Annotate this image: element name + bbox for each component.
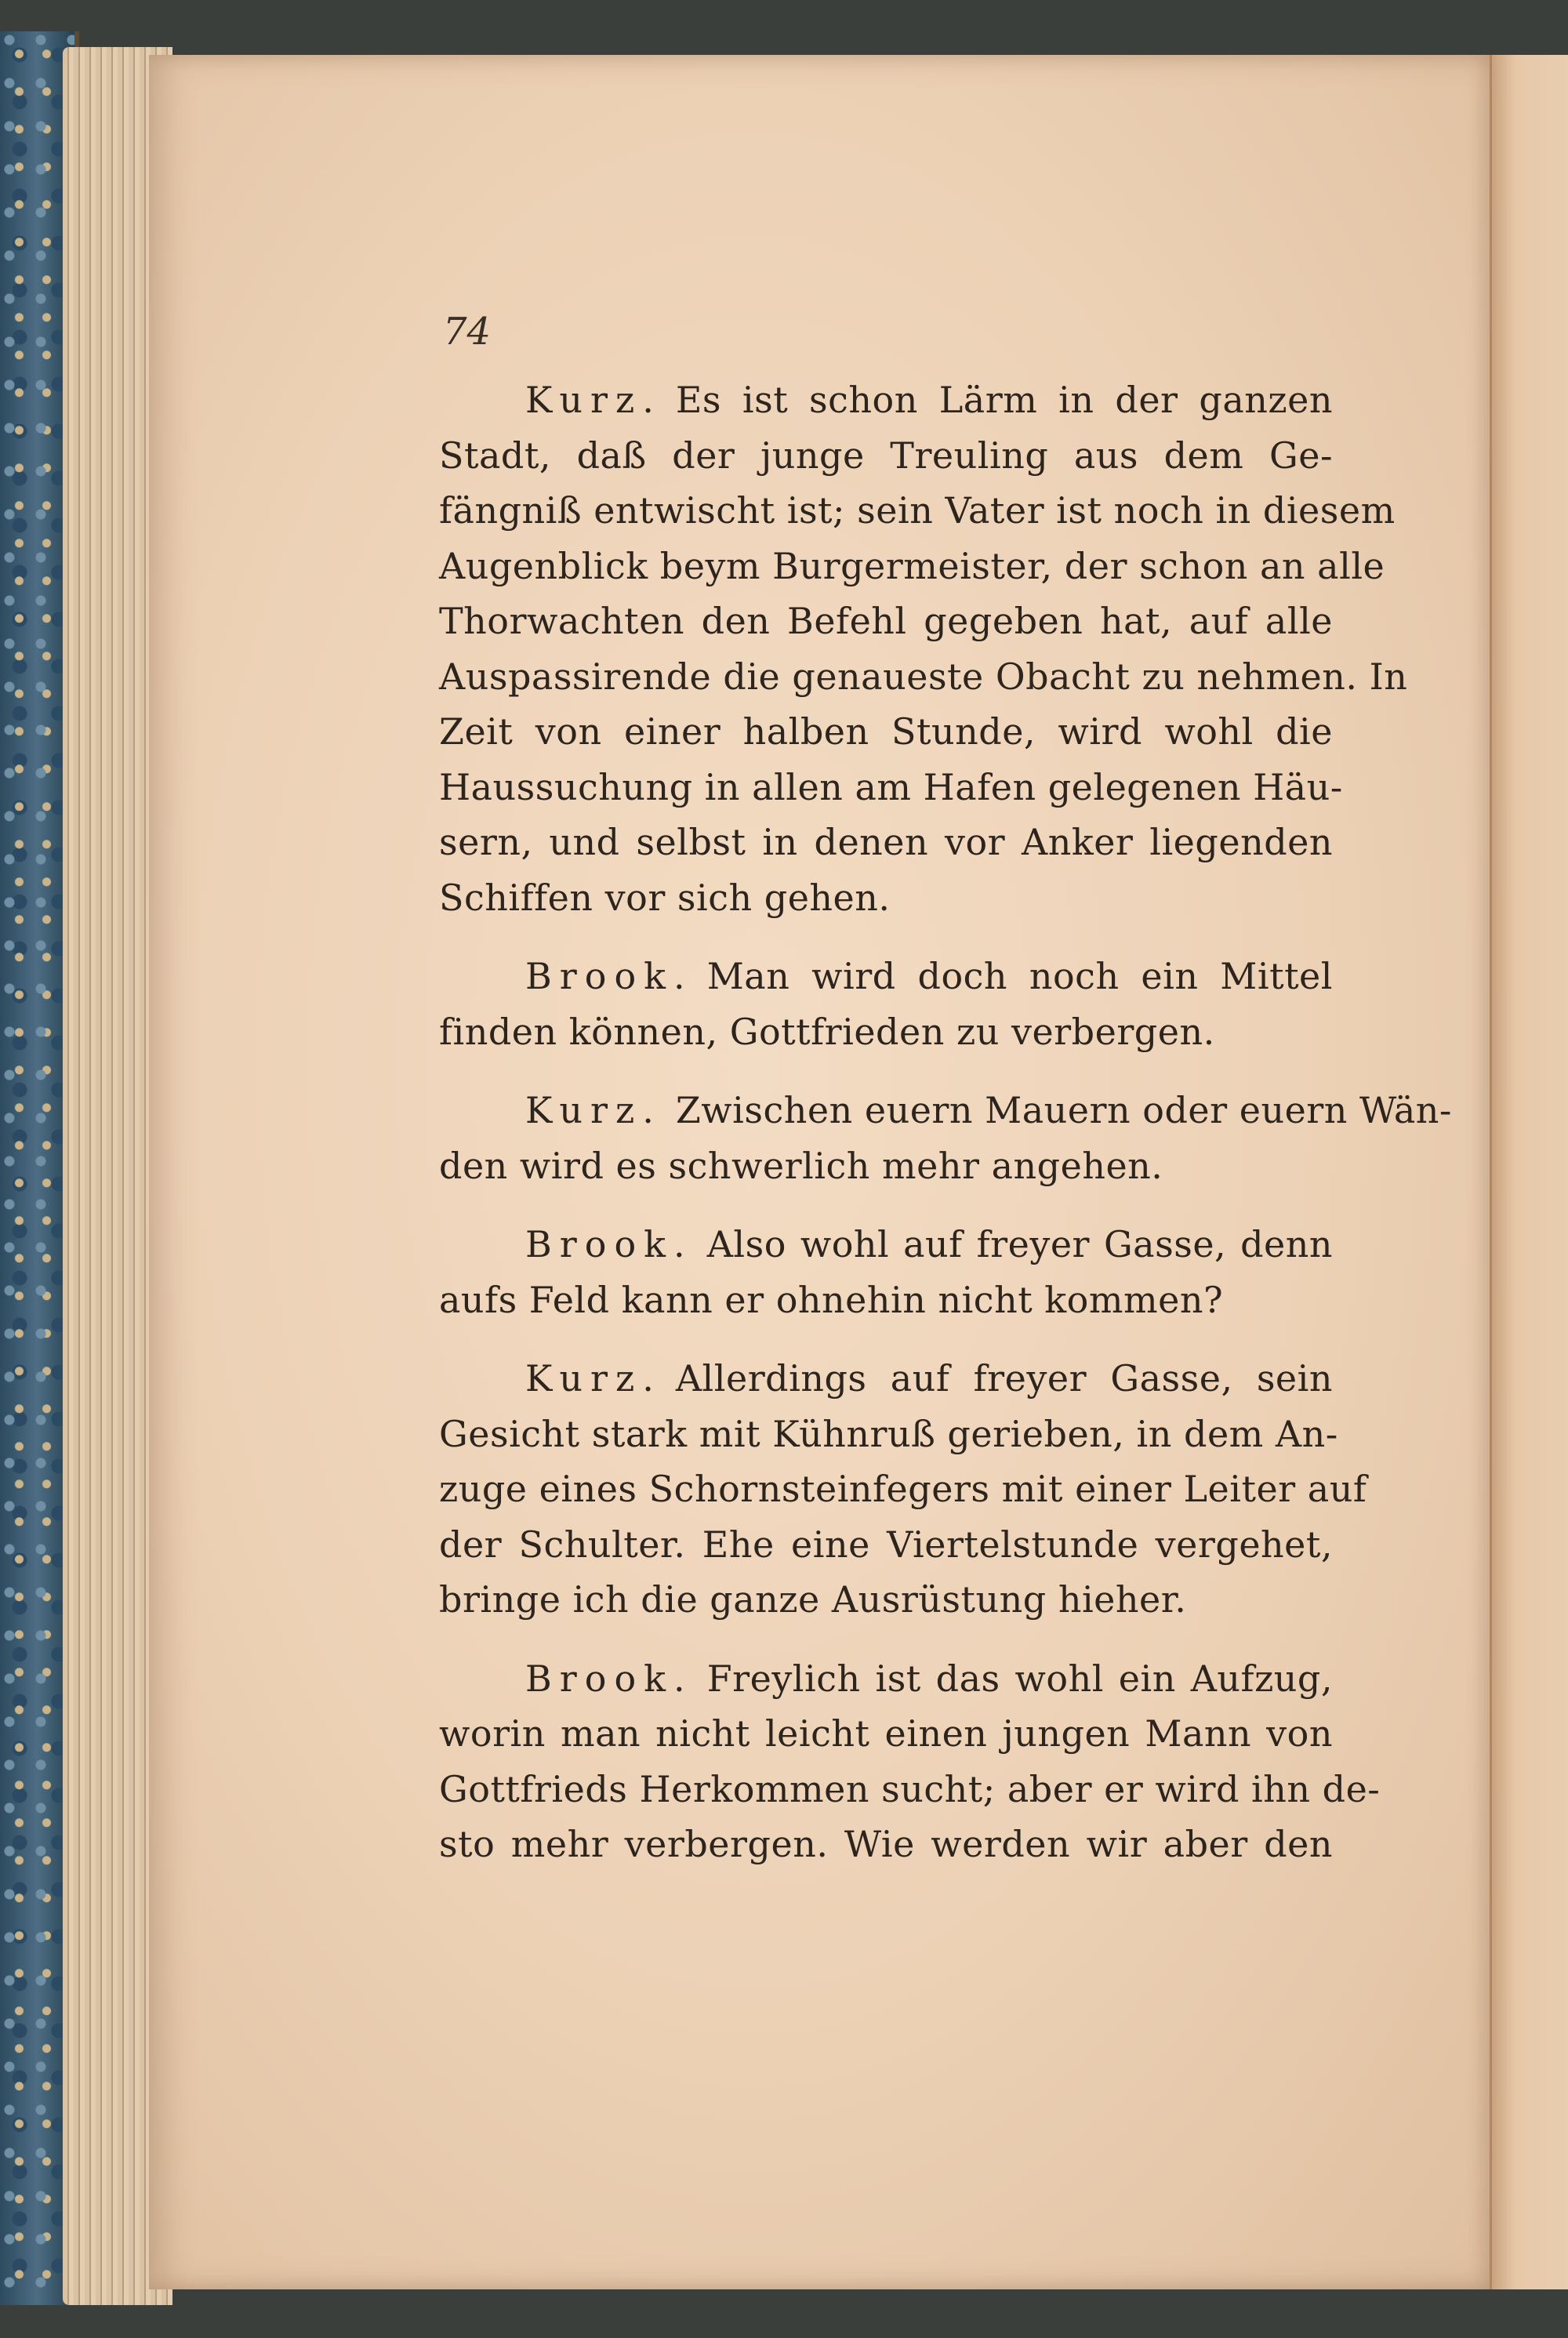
paragraph — [439, 1651, 1381, 1872]
text-line: Gottfrieds Herkommen sucht; aber er wird ihn de- — [439, 1767, 1381, 1810]
text-line: Auspassirende die genaueste Obacht zu nehmen. In — [439, 655, 1408, 698]
speaker-name: Brook. — [525, 1223, 693, 1265]
text-line: Brook. Also wohl auf freyer Gasse, denn — [525, 1223, 1333, 1265]
paragraph — [439, 1083, 1452, 1193]
text-line: fängniß entwischt ist; sein Vater ist noch in diesem — [439, 489, 1396, 532]
text-line: Gesicht stark mit Kühnruß gerieben, in dem An- — [439, 1412, 1338, 1455]
text-line: Thorwachten den Befehl gegeben hat, auf alle — [439, 600, 1333, 642]
text-line: der Schulter. Ehe eine Viertelstunde vergehet, — [439, 1523, 1333, 1566]
text-line: aufs Feld kann er ohnehin nicht kommen? — [439, 1278, 1224, 1321]
text-line: den wird es schwerlich mehr angehen. — [439, 1144, 1163, 1187]
text-line: Stadt, daß der junge Treuling aus dem Ge- — [439, 434, 1333, 477]
text-line: finden können, Gottfrieden zu verbergen. — [439, 1010, 1215, 1053]
text-line: Kurz. Allerdings auf freyer Gasse, sein — [525, 1357, 1333, 1400]
text-line: Schiffen vor sich gehen. — [439, 876, 891, 919]
text-line: sern, und selbst in denen vor Anker liegenden — [439, 821, 1333, 863]
page-text — [439, 329, 1452, 1896]
text-line: Brook. Man wird doch noch ein Mittel — [525, 955, 1333, 997]
text-line: bringe ich die ganze Ausrüstung hieher. — [439, 1578, 1187, 1621]
facing-page-edge — [1490, 55, 1568, 2289]
speaker-name: Kurz. — [525, 1357, 662, 1400]
paragraph — [439, 1217, 1333, 1327]
text-line: Kurz. Zwischen euern Mauern oder euern Wän- — [525, 1089, 1452, 1131]
text-line: sto mehr verbergen. Wie werden wir aber den — [439, 1823, 1333, 1865]
paragraph — [439, 372, 1408, 925]
page-number: 74 — [443, 310, 492, 354]
speaker-name: Kurz. — [525, 1089, 662, 1131]
text-line: Haussuchung in allen am Hafen gelegenen Häu- — [439, 765, 1343, 808]
speaker-name: Brook. — [525, 955, 693, 997]
text-line: Augenblick beym Burgermeister, der schon an alle — [439, 544, 1385, 587]
text-line: zuge eines Schornsteinfegers mit einer Leiter auf — [439, 1468, 1367, 1510]
text-line: worin man nicht leicht einen jungen Mann von — [439, 1712, 1333, 1755]
text-line: Zeit von einer halben Stunde, wird wohl die — [439, 710, 1333, 753]
text-line: Brook. Freylich ist das wohl ein Aufzug, — [525, 1657, 1333, 1700]
paragraph — [439, 1351, 1367, 1628]
paragraph — [439, 949, 1333, 1059]
speaker-name: Kurz. — [525, 379, 662, 421]
text-line: Kurz. Es ist schon Lärm in der ganzen — [525, 379, 1333, 421]
speaker-name: Brook. — [525, 1657, 693, 1700]
